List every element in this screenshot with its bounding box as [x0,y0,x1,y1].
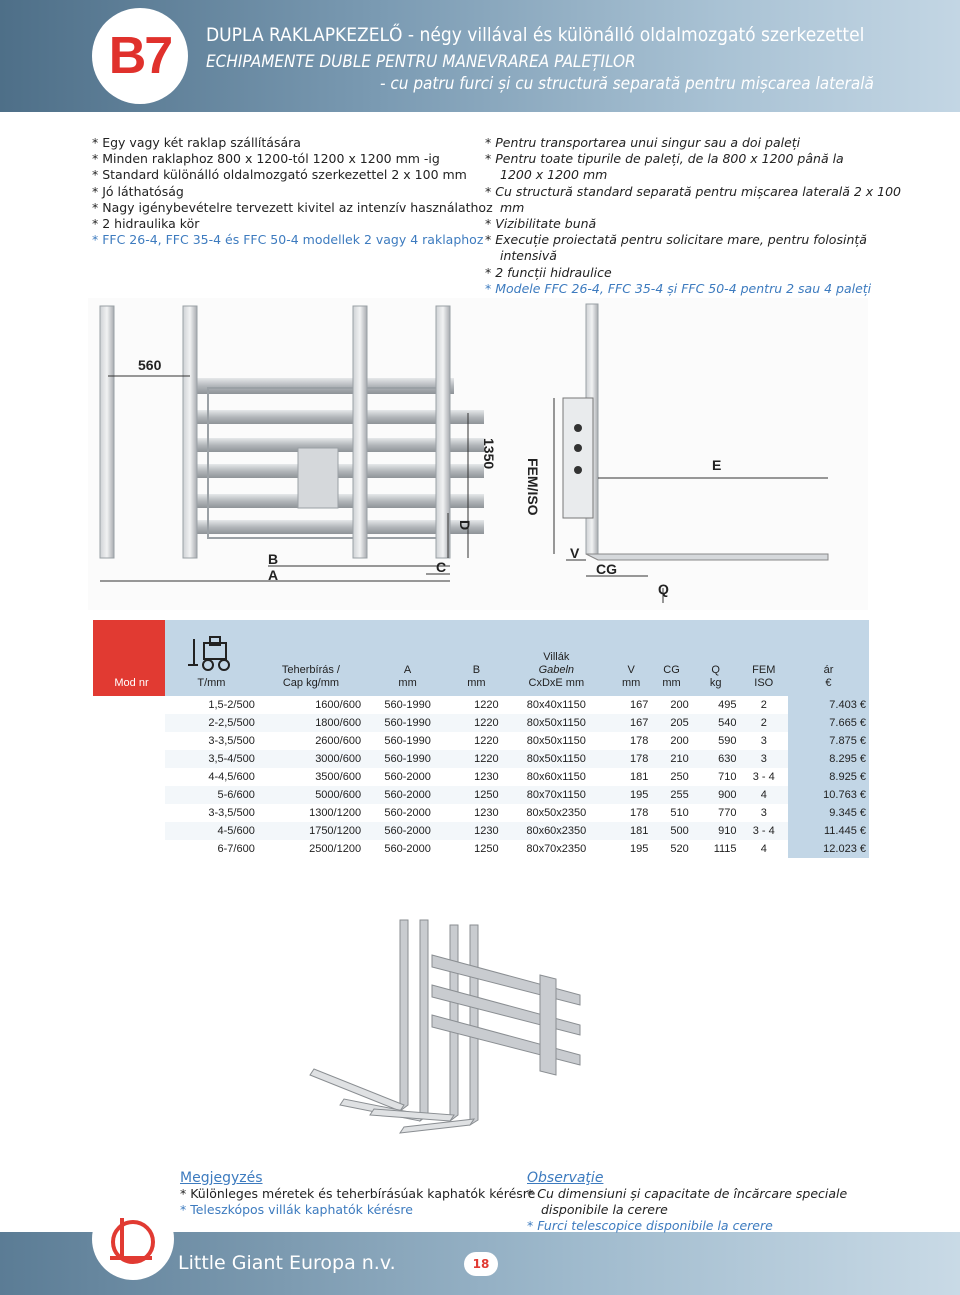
col-cg-l1: CG [663,664,680,676]
table-cell: 9.345 € [788,804,869,822]
table-cell: 1300/1200 [258,804,364,822]
feature-item: * 2 hidraulika kör [92,216,200,232]
col-cg-l2: mm [662,677,681,689]
table-cell: 200 [651,696,691,714]
col-tmm [165,620,258,696]
col-cg [651,620,691,696]
table-cell: 2-2,5/500 [165,714,258,732]
col-q-l1: Q [711,664,720,676]
logo-mark-icon [92,1198,174,1280]
table-cell: 560-2000 [364,804,451,822]
table-cell: 195 [611,840,651,858]
col-q [692,620,740,696]
table-cell: 3 [740,732,788,750]
table-row [93,714,869,732]
table-cell: 8.925 € [788,768,869,786]
feature-item: * Vizibilitate bună [485,216,597,232]
table-cell: 200 [651,732,691,750]
dim-q: Q [658,581,669,597]
col-price-l1: ár [823,664,834,676]
spec-table [93,620,869,858]
feature-item: * Execuție proiectată pentru solicitare mare, pentru folosință [485,232,867,248]
col-forks-l1: Gabeln [538,664,575,676]
note-ro-item: * Cu dimensiuni și capacitate de încărcare speciale [527,1186,848,1201]
table-cell: 80x50x1150 [502,750,611,768]
dim-v: V [570,545,580,561]
table-cell: 1220 [451,696,502,714]
table-cell: 3 [740,804,788,822]
table-cell: 1220 [451,750,502,768]
note-ro-title: Observaţie [527,1170,604,1186]
col-cap-l1: Teherbírás / [281,664,340,676]
table-cell: 167 [611,714,651,732]
feature-item: * Standard különálló oldalmozgató szerkezettel 2 x 100 mm [92,167,467,183]
model-cell: FFC 26-4 [93,804,165,822]
table-cell: 6-7/600 [165,840,258,858]
company-name: Little Giant Europa n.v. [178,1252,396,1274]
table-cell: 560-2000 [364,786,451,804]
table-cell: 495 [692,696,740,714]
feature-item: * 2 funcții hidraulice [485,264,612,280]
table-cell: 710 [692,768,740,786]
note-hu-title: Megjegyzés [180,1170,263,1186]
note-ro [527,1170,847,1234]
model-cell: FFF 35 [93,768,165,786]
col-cap-l2: Cap kg/mm [282,677,340,689]
table-cell: 1250 [451,786,502,804]
features-hu [92,135,493,248]
table-cell: 178 [611,732,651,750]
table-cell: 181 [611,822,651,840]
table-header [93,620,869,696]
table-cell: 1250 [451,840,502,858]
table-cell: 4 [740,786,788,804]
col-tmm-label: T/mm [197,677,226,689]
forklift-icon [186,635,236,673]
model-cell: FFC 16 [93,696,165,714]
table-cell: 1800/600 [258,714,364,732]
table-cell: 2500/1200 [258,840,364,858]
dim-fem: FEM/ISO [525,458,541,516]
note-hu-item: * Teleszkópos villák kaphatók kérésre [180,1202,413,1217]
feature-item: * Cu structură standard separată pentru mișcarea laterală 2 x 100 [485,183,901,199]
table-body [93,696,869,858]
table-row [93,840,869,858]
col-a-l1: A [403,664,412,676]
table-row [93,696,869,714]
table-cell: 167 [611,696,651,714]
col-q-l2: kg [709,677,722,689]
model-cell: FFC 30 [93,750,165,768]
table-row [93,768,869,786]
model-cell: FFC 35-4 [93,822,165,840]
table-cell: 80x50x2350 [502,804,611,822]
table-cell: 1230 [451,804,502,822]
table-cell: 560-2000 [364,822,451,840]
col-b-l1: B [472,664,481,676]
dim-c: C [436,559,447,575]
table-cell: 4-4,5/600 [165,768,258,786]
table-cell: 500 [651,822,691,840]
table-cell: 630 [692,750,740,768]
page-number: 18 [464,1252,498,1276]
table-cell: 7.665 € [788,714,869,732]
table-cell: 910 [692,822,740,840]
table-cell: 510 [651,804,691,822]
title-hu: DUPLA RAKLAPKEZELŐ - négy villával és különálló oldalmozgató szerkezettel [206,24,865,46]
col-fem-l2: ISO [754,677,774,689]
section-badge: B7 [92,8,188,104]
table-cell: 900 [692,786,740,804]
dim-e: E [712,457,722,473]
table-cell: 80x60x1150 [502,768,611,786]
model-cell: FFC 50 [93,786,165,804]
features-ro [485,135,901,297]
feature-item: * Pentru transportarea unui singur sau a doi paleți [485,135,801,150]
table-cell: 10.763 € [788,786,869,804]
col-v-l2: mm [621,677,641,689]
table-row [93,732,869,750]
table-cell: 3500/600 [258,768,364,786]
table-cell: 7.403 € [788,696,869,714]
feature-item: * Modele FFC 26-4, FFC 35-4 și FFC 50-4 pentru 2 sau 4 paleți [485,280,872,296]
table-cell: 1,5-2/500 [165,696,258,714]
table-cell: 178 [611,804,651,822]
feature-item: 1200 x 1200 mm [500,167,608,183]
table-cell: 560-2000 [364,768,451,786]
table-cell: 5-6/600 [165,786,258,804]
note-hu-item: * Különleges méretek és teherbírásúak kaphatók kérésre [180,1186,536,1201]
table-cell: 590 [692,732,740,750]
dim-cg: CG [596,561,617,577]
feature-item: mm [500,199,525,215]
col-v [611,620,651,696]
col-price [788,620,869,696]
feature-item: * Nagy igénybevételre tervezett kivitel az intenzív használathoz [92,199,493,215]
table-cell: 560-1990 [364,750,451,768]
feature-item: * Egy vagy két raklap szállítására [92,135,301,150]
col-forks-l2: CxDxE mm [528,677,585,689]
feature-item: * Jó láthatóság [92,183,184,199]
table-cell: 770 [692,804,740,822]
subtitle-ro: - cu patru furci și cu structură separată pentru mișcarea laterală [380,74,874,94]
table-cell: 181 [611,768,651,786]
table-cell: 2 [740,714,788,732]
dim-560: 560 [138,357,162,373]
table-cell: 1230 [451,768,502,786]
table-cell: 2 [740,696,788,714]
table-cell: 3-3,5/500 [165,804,258,822]
dim-d: D [457,520,473,531]
table-cell: 3000/600 [258,750,364,768]
table-cell: 80x50x1150 [502,732,611,750]
table-cell: 2600/600 [258,732,364,750]
table-cell: 11.445 € [788,822,869,840]
table-cell: 3 - 4 [740,768,788,786]
table-cell: 80x60x2350 [502,822,611,840]
table-cell: 7.875 € [788,732,869,750]
col-forks-l0: Villák [543,651,570,663]
col-a [364,620,451,696]
table-cell: 540 [692,714,740,732]
table-cell: 178 [611,750,651,768]
table-cell: 560-1990 [364,696,451,714]
table-cell: 3,5-4/500 [165,750,258,768]
table-cell: 3 - 4 [740,822,788,840]
note-ro-item: * Furci telescopice disponibile la cerere [527,1218,773,1233]
table-cell: 1230 [451,822,502,840]
col-mod: Mod nr [93,620,165,696]
dim-1350: 1350 [481,438,497,470]
col-fem [740,620,788,696]
table-cell: 560-2000 [364,840,451,858]
table-cell: 205 [651,714,691,732]
col-b [451,620,502,696]
table-cell: 560-1990 [364,732,451,750]
col-v-l1: V [627,664,635,676]
model-cell: FFC 50-4 [93,840,165,858]
table-cell: 3 [740,750,788,768]
table-cell: 1220 [451,732,502,750]
table-cell: 5000/600 [258,786,364,804]
table-cell: 1750/1200 [258,822,364,840]
table-cell: 520 [651,840,691,858]
table-cell: 80x70x1150 [502,786,611,804]
table-cell: 1220 [451,714,502,732]
table-row [93,750,869,768]
table-cell: 1115 [692,840,740,858]
table-cell: 3-3,5/500 [165,732,258,750]
col-cap [258,620,364,696]
feature-item: intensivă [500,248,557,264]
table-cell: 250 [651,768,691,786]
table-cell: 8.295 € [788,750,869,768]
model-cell: FFC 26 [93,732,165,750]
table-cell: 210 [651,750,691,768]
table-row [93,822,869,840]
table-cell: 4-5/600 [165,822,258,840]
table-cell: 80x40x1150 [502,696,611,714]
table-cell: 80x70x2350 [502,840,611,858]
dim-a: A [268,567,279,583]
table-cell: 12.023 € [788,840,869,858]
feature-item: * FFC 26-4, FFC 35-4 és FFC 50-4 modellek 2 vagy 4 raklaphoz [92,232,484,248]
title-ro: ECHIPAMENTE DUBLE PENTRU MANEVRAREA PALEȚILOR [206,52,636,72]
product-photo [300,915,620,1145]
col-a-l2: mm [398,677,417,689]
feature-item: * Pentru toate tipurile de paleți, de la 800 x 1200 până la [485,151,844,167]
technical-drawing [88,298,868,610]
col-b-l2: mm [467,677,486,689]
table-cell: 255 [651,786,691,804]
table-row [93,786,869,804]
col-fem-l1: FEM [752,664,776,676]
note-hu [180,1170,535,1218]
table-cell: 560-1990 [364,714,451,732]
col-forks [502,620,611,696]
note-ro-item: disponibile la cerere [541,1202,668,1217]
table-row [93,804,869,822]
table-cell: 195 [611,786,651,804]
table-cell: 4 [740,840,788,858]
table-cell: 80x50x1150 [502,714,611,732]
col-price-l2: € [825,677,832,689]
dim-b: B [268,551,279,567]
model-cell: FFC 18 [93,714,165,732]
company-logo [92,1198,174,1280]
feature-item: * Minden raklaphoz 800 x 1200-tól 1200 x 1200 mm -ig [92,151,440,167]
table-cell: 1600/600 [258,696,364,714]
